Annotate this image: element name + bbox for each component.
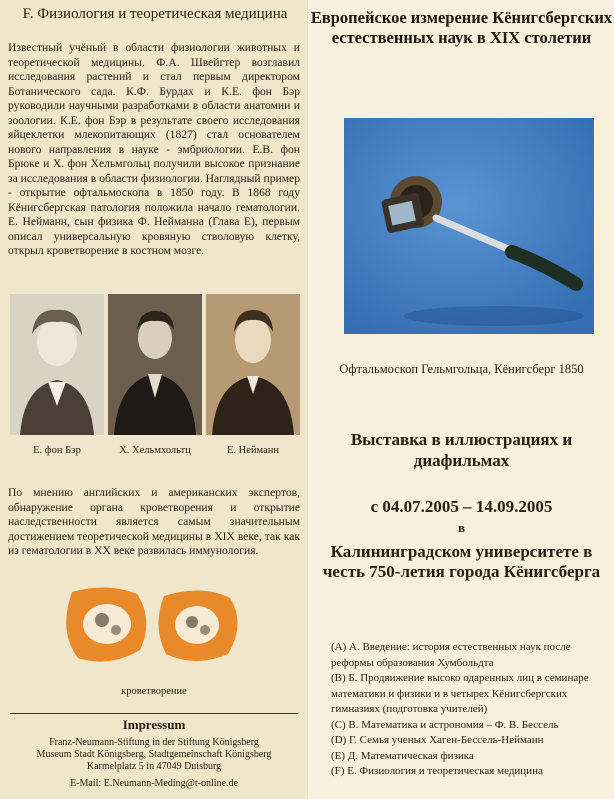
contents-item: (C) В. Математика и астрономия – Ф. В. Бессель <box>331 718 559 731</box>
right-heading: Европейское измерение Кёнигсбергских естественных наук в XIX столетии <box>310 8 613 47</box>
impressum-title: Impressum <box>122 717 186 732</box>
figure-caption: кроветворение <box>121 686 187 697</box>
divider <box>10 713 298 714</box>
exhibition-title: Выставка в иллюстрациях и диафильмах <box>350 430 573 470</box>
contents-item: (E) Д. Математическая физика <box>331 749 474 762</box>
impressum-line: Karmelplatz 5 in 47049 Duisburg <box>86 761 222 772</box>
exhibition-venue: Калининградском университете в честь 750-летия города Кёнигсберга <box>322 542 601 581</box>
hematology-paragraph: По мнению английских и американских экспертов, обнаружение органа кроветворения и открытие наследственности является самым значительным достижением теоретической медицины в XIX веке, так как из гематологии в ХХ веке развилась иммунология. <box>8 486 300 557</box>
portrait-caption: Е. Нейманн <box>227 445 279 456</box>
preposition: в <box>457 520 466 535</box>
impressum-email[interactable]: E-Mail: E.Neumann-Meding@t-online.de <box>70 778 238 789</box>
contents-item: (B) Б. Продвижение высоко одаренных лиц в семинаре математики и физики и в четырех Кёнигсбергских гимназиях (подготовка учителей) <box>331 672 589 715</box>
impressum-line: Museum Stadt Königsberg, Stadtgemeinschaft Königsberg <box>36 749 272 760</box>
impressum-line: Franz-Neumann-Stiftung in der Stiftung Königsberg <box>49 737 259 748</box>
left-heading: F. Физиология и теоретическая медицина <box>22 6 288 22</box>
contents-item: (F) Е. Физиология и теоретическая медицина <box>331 765 543 777</box>
portrait-neumann <box>206 294 300 435</box>
contents-item: (A) А. Введение: история естественных наук после реформы образования Хумбольдта <box>331 641 571 669</box>
portrait-helmholtz <box>108 294 202 435</box>
portrait-caption: Х. Хельмхольтц <box>119 445 191 456</box>
hematopoiesis-figure <box>52 580 252 670</box>
exhibition-dates: с 04.07.2005 – 14.09.2005 <box>370 497 553 516</box>
contents-list <box>331 640 611 780</box>
photo-caption: Офтальмоскоп Гельмгольца, Кёнигсберг 1850 <box>339 362 584 376</box>
portrait-baer <box>10 294 104 435</box>
physiology-paragraph: Известный учёный в области физиологии животных и теоретической медицины. Ф.А. Швейгтер возглавил исследования растений и стал первым директором Ботанического сада. К.Ф. Бурдах и К.Е. фон Бэр руководили научными разработками в области анатомии и зоологии. К.Е. фон Бэр в результате своего исследования яйцеклетки млекопитающих (1827) стал основателем нового направления в науке - эмбриологии. Е.В. фон Брюке и Х. фон Хельмгольц получили высокое признание за исследования в области физиологии. Наглядный пример - открытие офтальмоскопа в 1850 году. В 1868 году Кёнигсбергская патология положила начало гематологии. Е. Нейманн, сын физика Ф. Нейманна (Глава Е), первым описал универсальную кровяную стволовую клетку, открыл кроветворение в костном мозге. <box>8 41 300 257</box>
portrait-caption: Е. фон Бэр <box>33 445 81 456</box>
contents-item: (D) Г. Семья ученых Хаген-Бессель-Нейманн <box>331 734 544 746</box>
right-panel <box>309 0 614 799</box>
ophthalmoscope-photo <box>344 118 594 334</box>
